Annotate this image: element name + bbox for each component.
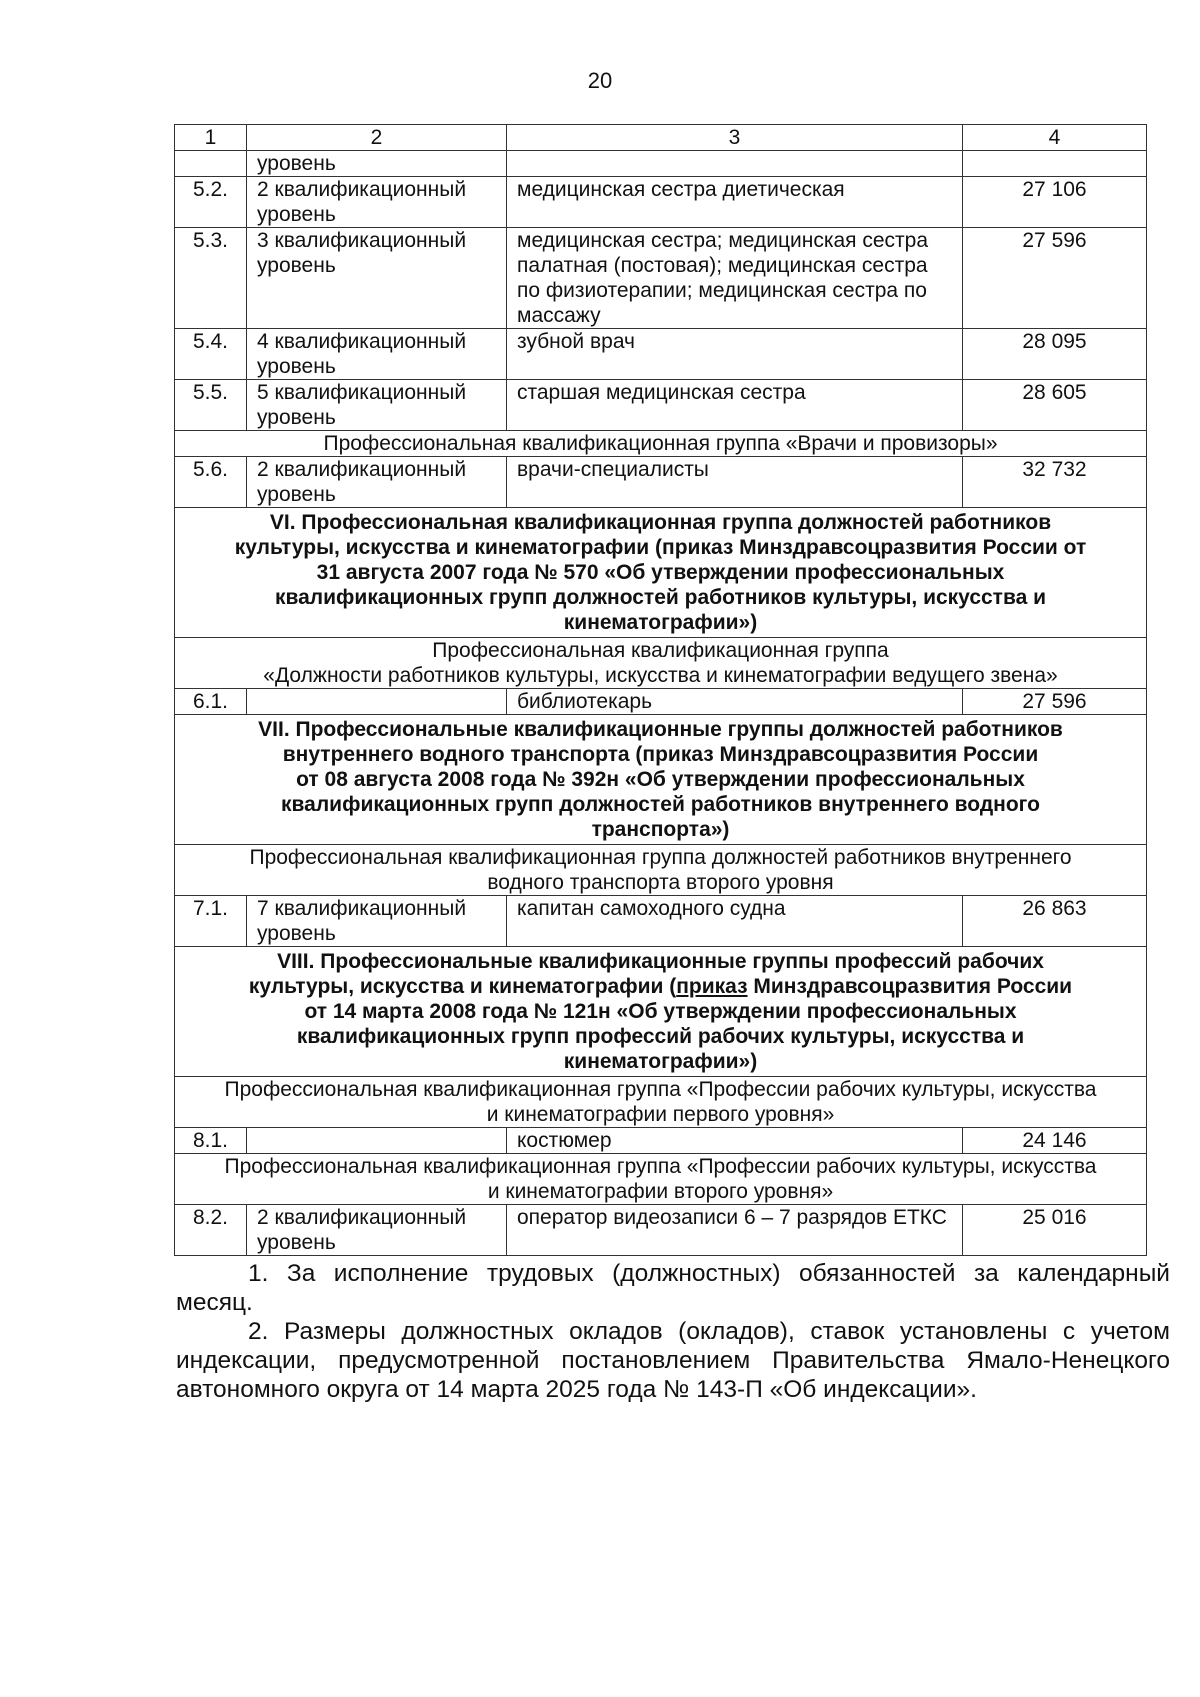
header-cell: 4 [963,125,1147,151]
title-line: «Должности работников культуры, искусства и кинематографии ведущего звена» [263,664,1058,687]
title-line: VIII. Профессиональные квалификационные группы профессий рабочих [277,950,1044,973]
row-number: 8.1. [175,1128,247,1154]
qualification-level: 5 квалификационный уровень [247,380,507,431]
salary-value: 28 095 [963,329,1147,380]
row-number [175,151,247,177]
title-line: Профессиональная квалификационная группа должностей работников внутреннего [249,846,1072,869]
row-number: 5.5. [175,380,247,431]
table-row [175,329,1147,380]
title-line: от 14 марта 2008 года № 121н «Об утверждении профессиональных [304,1000,1017,1023]
page-number: 20 [587,68,613,93]
table-row [175,177,1147,228]
position-name: костюмер [507,1128,963,1154]
qualification-level: 2 квалификационный уровень [247,457,507,508]
salary-value: 26 863 [963,896,1147,947]
salary-value: 24 146 [963,1128,1147,1154]
title-line: VII. Профессиональные квалификационные группы должностей работников [258,718,1063,741]
note-paragraph: 2. Размеры должностных окладов (окладов), ставок установлены с учетом индексации, предусмотренной постановлением Правительства Ямало-Ненецкого автономного округа от 14 марта 2025 года № 143-П «Об индексации». [176,1318,1170,1403]
row-number: 7.1. [175,896,247,947]
row-number: 5.3. [175,228,247,329]
title-line: культуры, искусства и кинематографии (приказ Минздравсоцразвития России [248,975,1073,998]
qualification-level: уровень [247,151,507,177]
underlined-word: приказ [676,975,748,998]
title-line: и кинематографии первого уровня» [486,1103,835,1126]
section-title [175,947,1147,1077]
table-header-row [175,125,1147,151]
title-line: и кинематографии второго уровня» [487,1180,834,1203]
title-line: VI. Профессиональная квалификационная группа должностей работников [269,511,1052,534]
group-title [175,1077,1147,1128]
table-row [175,689,1147,715]
qualification-level: 4 квалификационный уровень [247,329,507,380]
title-line: кинематографии») [563,611,758,634]
title-line: Профессиональная квалификационная группа [432,639,889,662]
table-row [175,1128,1147,1154]
title-line: квалификационных групп должностей работников внутреннего водного [281,793,1040,816]
table-row [175,1205,1147,1256]
position-name: врачи-специалисты [507,457,963,508]
salary-value: 28 605 [963,380,1147,431]
note-paragraph: 1. За исполнение трудовых (должностных) обязанностей за календарный месяц. [176,1260,1170,1316]
salary-table [174,124,1147,1256]
title-line: внутреннего водного транспорта (приказ Минздравсоцразвития России [282,743,1039,766]
title-line: транспорта») [591,818,730,841]
section-header-row [175,715,1147,845]
position-name: медицинская сестра диетическая [507,177,963,228]
title-line: кинематографии») [563,1050,758,1073]
salary-value: 32 732 [963,457,1147,508]
title-line: 31 августа 2007 года № 570 «Об утверждении профессиональных [316,561,1005,584]
header-cell: 2 [247,125,507,151]
salary-value: 27 106 [963,177,1147,228]
group-title [175,1154,1147,1205]
title-line: квалификационных групп должностей работников культуры, искусства и [274,586,1047,609]
group-header-row [175,431,1147,457]
row-number: 8.2. [175,1205,247,1256]
table-row [175,457,1147,508]
qualification-level: 2 квалификационный уровень [247,177,507,228]
position-name: оператор видеозаписи 6 – 7 разрядов ЕТКС [507,1205,963,1256]
title-line: от 08 августа 2008 года № 392н «Об утверждении профессиональных [296,768,1025,791]
row-number: 5.2. [175,177,247,228]
notes [176,1259,1170,1404]
section-header-row [175,947,1147,1077]
salary-value: 27 596 [963,689,1147,715]
row-number: 5.4. [175,329,247,380]
group-header-row [175,638,1147,689]
group-title [175,845,1147,896]
title-line: Профессиональная квалификационная группа «Профессии рабочих культуры, искусства [224,1078,1097,1101]
position-name: библиотекарь [507,689,963,715]
section-header-row [175,508,1147,638]
salary-value: 27 596 [963,228,1147,329]
position-name: старшая медицинская сестра [507,380,963,431]
position-name [507,151,963,177]
header-cell: 1 [175,125,247,151]
qualification-level: 3 квалификационный уровень [247,228,507,329]
qualification-level [247,689,507,715]
group-header-row [175,1077,1147,1128]
title-line: водного транспорта второго уровня [487,871,834,894]
position-name: капитан самоходного судна [507,896,963,947]
section-title [175,508,1147,638]
title-line: культуры, искусства и кинематографии (приказ Минздравсоцразвития России от [234,536,1087,559]
salary-value [963,151,1147,177]
row-number: 5.6. [175,457,247,508]
qualification-level: 2 квалификационный уровень [247,1205,507,1256]
qualification-level: 7 квалификационный уровень [247,896,507,947]
section-title [175,715,1147,845]
salary-value: 25 016 [963,1205,1147,1256]
group-header-row [175,845,1147,896]
qualification-level [247,1128,507,1154]
group-header-row [175,1154,1147,1205]
table-row [175,896,1147,947]
position-name: зубной врач [507,329,963,380]
table-row [175,228,1147,329]
table-row [175,380,1147,431]
title-line: Профессиональная квалификационная группа «Профессии рабочих культуры, искусства [224,1155,1097,1178]
position-name: медицинская сестра; медицинская сестра палатная (постовая); медицинская сестра по физиотерапии; медицинская сестра по массажу [507,228,963,329]
header-cell: 3 [507,125,963,151]
group-title: Профессиональная квалификационная группа «Врачи и провизоры» [175,431,1147,457]
table-row [175,151,1147,177]
row-number: 6.1. [175,689,247,715]
title-line: квалификационных групп профессий рабочих культуры, искусства и [296,1025,1025,1048]
group-title [175,638,1147,689]
